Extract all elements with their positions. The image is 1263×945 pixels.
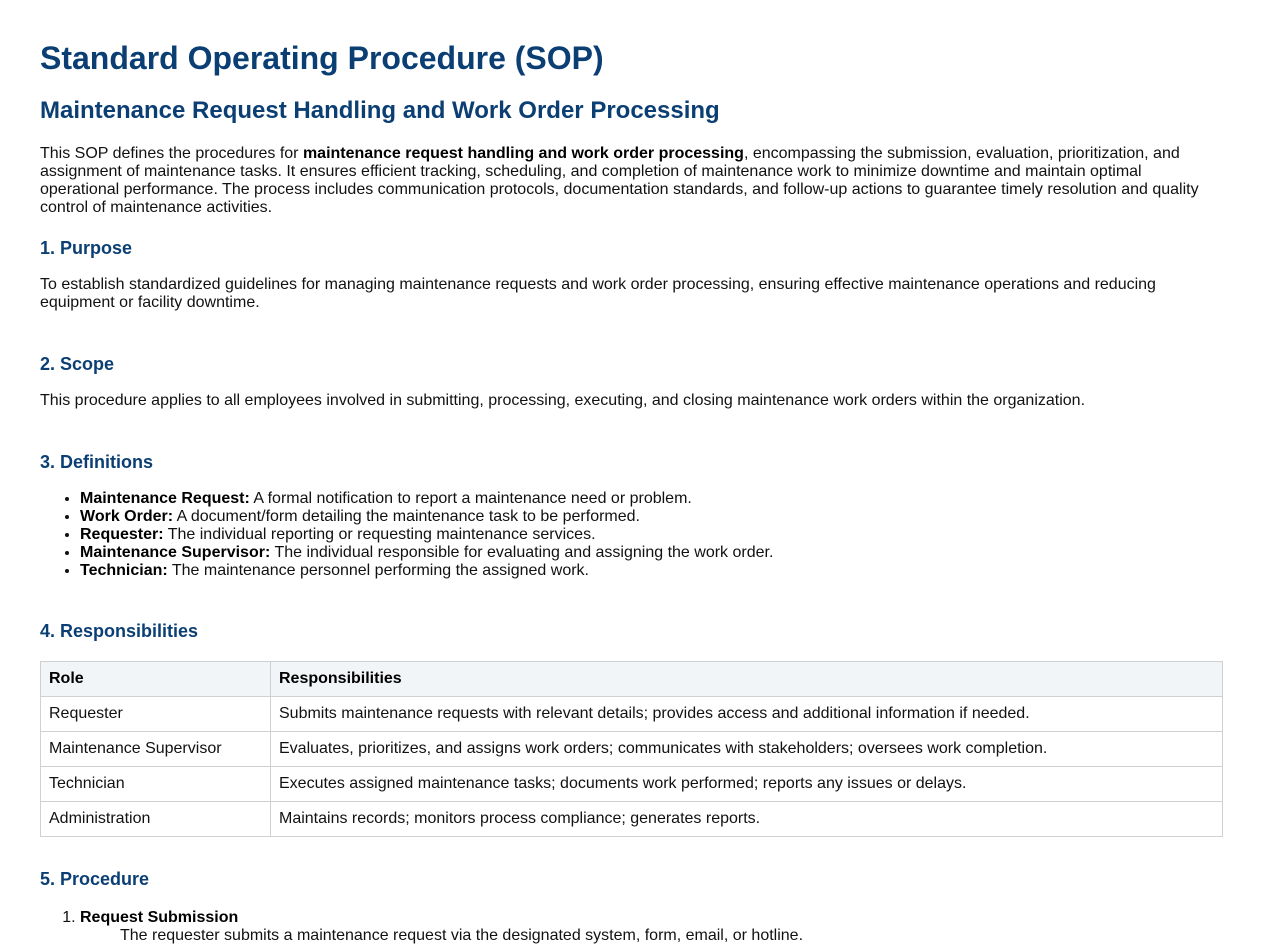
role-cell: Technician xyxy=(41,767,271,802)
scope-text: This procedure applies to all employees involved in submitting, processing, executing, and closing maintenance work orders within the organization. xyxy=(40,392,1086,409)
role-cell: Maintenance Supervisor xyxy=(41,732,271,767)
responsibilities-section xyxy=(40,620,1223,837)
definition-term: Requester: xyxy=(80,526,164,543)
intro-text-start: This SOP defines the procedures for xyxy=(40,145,303,162)
definition-term: Maintenance Supervisor: xyxy=(80,544,271,561)
definition-desc: The individual reporting or requesting maintenance services. xyxy=(163,526,596,543)
procedure-section xyxy=(40,868,1223,945)
responsibility-cell: Submits maintenance requests with relevant details; provides access and additional information if needed. xyxy=(271,697,1223,732)
table-row xyxy=(41,802,1223,837)
table-row xyxy=(41,767,1223,802)
purpose-section xyxy=(40,237,1223,312)
definitions-heading: 3. Definitions xyxy=(40,452,154,472)
scope-section xyxy=(40,353,1223,410)
definition-term: Work Order: xyxy=(80,508,174,525)
role-cell: Administration xyxy=(41,802,271,837)
definition-term: Maintenance Request: xyxy=(80,490,250,507)
intro-paragraph xyxy=(40,145,1223,217)
definition-desc: A formal notification to report a maintenance need or problem. xyxy=(249,490,692,507)
table-row xyxy=(41,732,1223,767)
definition-item xyxy=(80,526,1223,544)
step-title: Request Submission xyxy=(80,909,239,926)
table-header-row xyxy=(41,662,1223,697)
definition-desc: A document/form detailing the maintenance task to be performed. xyxy=(173,508,640,525)
responsibility-cell: Maintains records; monitors process compliance; generates reports. xyxy=(271,802,1223,837)
definition-item xyxy=(80,562,1223,580)
step-description: The requester submits a maintenance request via the designated system, form, email, or hotline. xyxy=(120,927,804,944)
page-title: Standard Operating Procedure (SOP) xyxy=(40,40,604,76)
definition-item xyxy=(80,544,1223,562)
definition-desc: The individual responsible for evaluating and assigning the work order. xyxy=(270,544,774,561)
definition-item xyxy=(80,490,1223,508)
definition-term: Technician: xyxy=(80,562,168,579)
procedure-steps xyxy=(40,909,1223,945)
definition-item xyxy=(80,508,1223,526)
column-header-responsibilities: Responsibilities xyxy=(271,662,1223,697)
intro-text-end: , encompassing the submission, evaluation, prioritization, and assignment of maintenance tasks. It ensures efficient tracking, scheduling, and completion of maintenance work to minimize downtime and maintain optimal operational performance. The process includes communication protocols, documentation standards, and follow-up actions to guarantee timely resolution and quality control of maintenance activities. xyxy=(40,145,1199,216)
responsibility-cell: Executes assigned maintenance tasks; documents work performed; reports any issues or delays. xyxy=(271,767,1223,802)
responsibilities-table xyxy=(40,661,1223,837)
definitions-section xyxy=(40,451,1223,580)
procedure-heading: 5. Procedure xyxy=(40,869,150,889)
purpose-text: To establish standardized guidelines for managing maintenance requests and work order processing, ensuring effective maintenance operations and reducing equipment or facility downtime. xyxy=(40,276,1156,311)
sop-document xyxy=(40,0,1223,945)
page-subtitle: Maintenance Request Handling and Work Order Processing xyxy=(40,97,720,124)
procedure-step xyxy=(80,909,1223,945)
column-header-role: Role xyxy=(41,662,271,697)
definition-desc: The maintenance personnel performing the assigned work. xyxy=(167,562,589,579)
table-row xyxy=(41,697,1223,732)
intro-bold-text: maintenance request handling and work order processing xyxy=(302,145,744,162)
purpose-heading: 1. Purpose xyxy=(40,238,133,258)
scope-heading: 2. Scope xyxy=(40,354,115,374)
responsibilities-heading: 4. Responsibilities xyxy=(40,621,199,641)
responsibility-cell: Evaluates, prioritizes, and assigns work orders; communicates with stakeholders; oversees work completion. xyxy=(271,732,1223,767)
definitions-list xyxy=(40,490,1223,580)
role-cell: Requester xyxy=(41,697,271,732)
